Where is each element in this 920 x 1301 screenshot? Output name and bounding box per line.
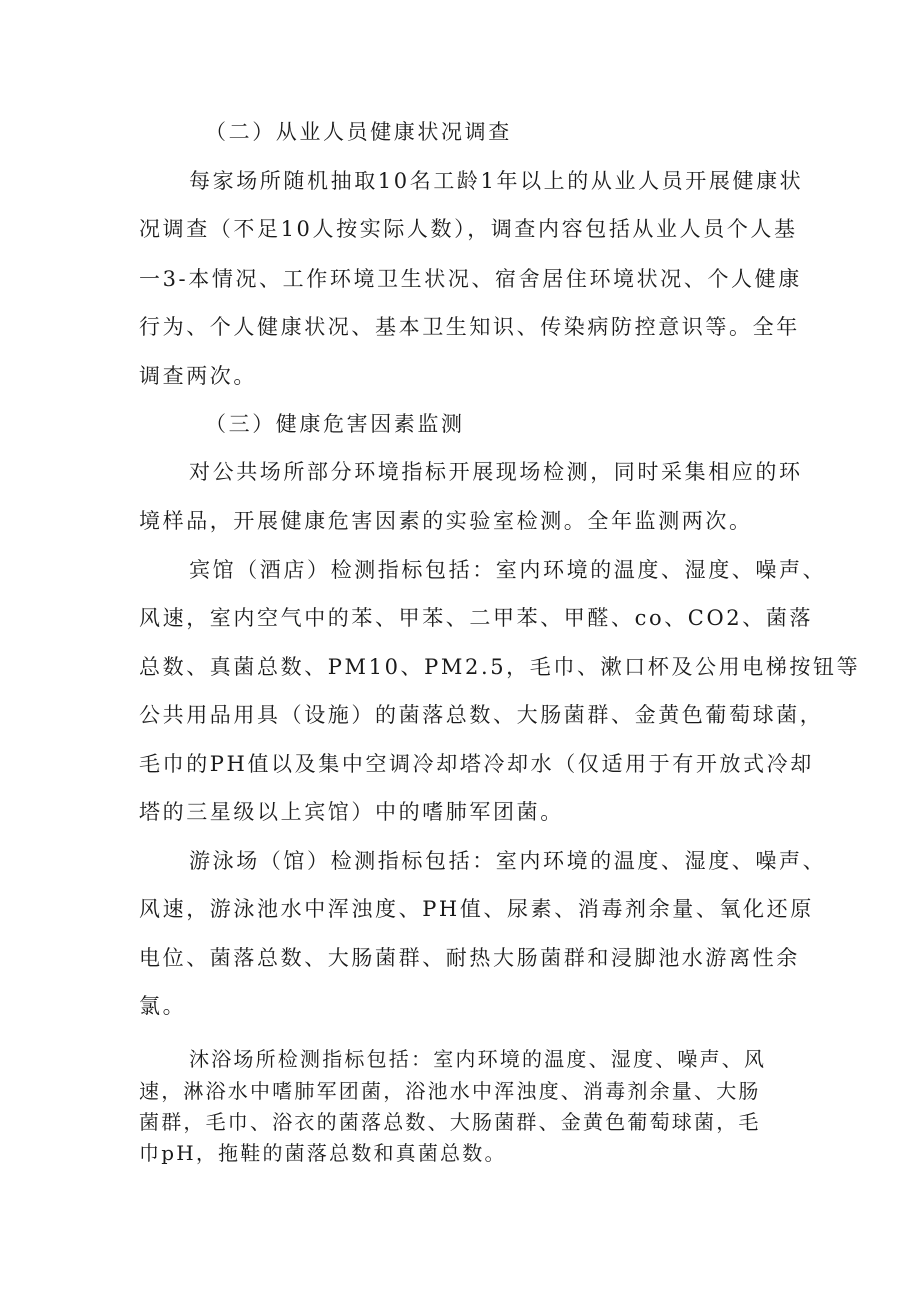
paragraph-line: 电位、菌落总数、大肠菌群、耐热大肠菌群和浸脚池水游离性余 <box>139 946 800 970</box>
paragraph-line: 调查两次。 <box>139 364 257 388</box>
paragraph-line: 风速，游泳池水中浑浊度、PH值、尿素、消毒剂余量、氧化还原 <box>139 897 814 921</box>
paragraph-line: 境样品，开展健康危害因素的实验室检测。全年监测两次。 <box>139 509 753 533</box>
paragraph-line: 况调查（不足10人按实际人数），调查内容包括从业人员个人基 <box>139 217 798 241</box>
paragraph-line: 速，淋浴水中嗜肺军团菌，浴池水中浑浊度、消毒剂余量、大肠 <box>139 1079 761 1103</box>
section-heading-2: （二）从业人员健康状况调查 <box>205 120 512 144</box>
paragraph-line: 菌群，毛巾、浴衣的菌落总数、大肠菌群、金黄色葡萄球菌，毛 <box>139 1110 761 1134</box>
paragraph-line: 毛巾的PH值以及集中空调冷却塔冷却水（仅适用于有开放式冷却 <box>139 752 814 776</box>
paragraph-line: 一3-本情况、工作环境卫生状况、宿舍居住环境状况、个人健康 <box>139 267 802 291</box>
paragraph-line: 巾pH，拖鞋的菌落总数和真菌总数。 <box>139 1141 507 1165</box>
paragraph-line: 宾馆（酒店）检测指标包括：室内环境的温度、湿度、噪声、 <box>189 558 827 582</box>
paragraph-line: 塔的三星级以上宾馆）中的嗜肺军团菌。 <box>139 800 564 824</box>
paragraph-line: 总数、真菌总数、PM10、PM2.5，毛巾、漱口杯及公用电梯按钮等 <box>139 655 861 679</box>
paragraph-line: 每家场所随机抽取10名工龄1年以上的从业人员开展健康状 <box>189 169 804 193</box>
paragraph-line: 风速，室内空气中的苯、甲苯、二甲苯、甲醛、co、CO2、菌落 <box>139 606 814 630</box>
paragraph-line: 氯。 <box>139 994 187 1018</box>
paragraph-line: 沐浴场所检测指标包括：室内环境的温度、湿度、噪声、风 <box>189 1047 767 1071</box>
paragraph-line: 对公共场所部分环境指标开展现场检测，同时采集相应的环 <box>189 460 803 484</box>
paragraph-line: 行为、个人健康状况、基本卫生知识、传染病防控意识等。全年 <box>139 315 800 339</box>
paragraph-line: 游泳场（馆）检测指标包括：室内环境的温度、湿度、噪声、 <box>189 849 827 873</box>
section-heading-3: （三）健康危害因素监测 <box>205 412 465 436</box>
paragraph-line: 公共用品用具（设施）的菌落总数、大肠菌群、金黄色葡萄球菌， <box>139 703 824 727</box>
